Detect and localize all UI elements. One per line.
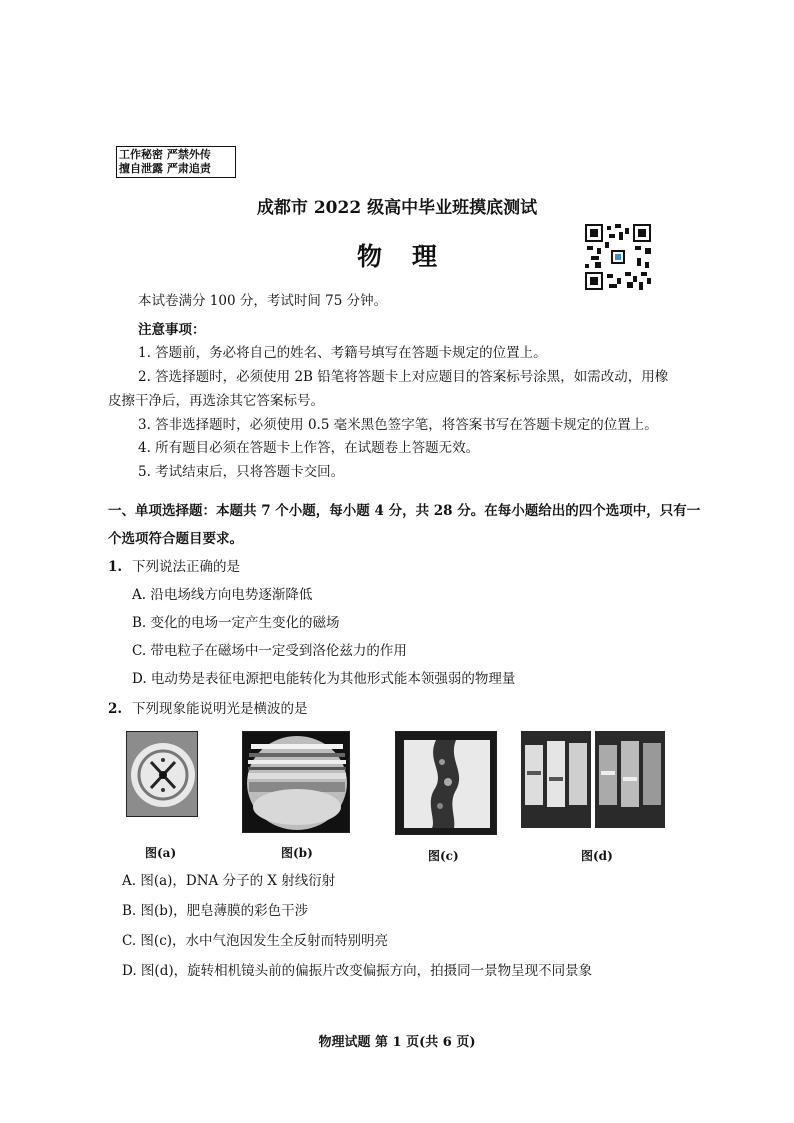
stamp-line-2: 擅自泄露 严肃追责	[119, 162, 211, 175]
option-c: C. 带电粒子在磁场中一定受到洛伦兹力的作用	[132, 643, 407, 659]
figure-a-caption: 图(a)	[145, 846, 177, 860]
note-item: 1. 答题前，务必将自己的姓名、考籍号填写在答题卡规定的位置上。	[138, 345, 547, 361]
option-d: D. 图(d)，旋转相机镜头前的偏振片改变偏振方向，拍摄同一景物呈现不同景象	[122, 963, 593, 979]
figure-d-image	[521, 731, 665, 828]
page-footer: 物理试题 第 1 页(共 6 页)	[318, 1035, 476, 1050]
question-number: 2.	[108, 701, 123, 717]
note-item: 3. 答非选择题时，必须使用 0.5 毫米黑色签字笔，将答案书写在答题卡规定的位置上。	[138, 417, 658, 433]
option-a: A. 沿电场线方向电势逐渐降低	[132, 587, 313, 603]
option-d: D. 电动势是表征电源把电能转化为其他形式能本领强弱的物理量	[132, 671, 516, 687]
qr-code-icon	[585, 224, 651, 290]
confidential-stamp	[116, 146, 236, 178]
option-b: B. 变化的电场一定产生变化的磁场	[132, 615, 340, 631]
note-item: 皮擦干净后，再选涂其它答案标号。	[108, 393, 324, 409]
subject-title: 物理	[356, 242, 467, 271]
figure-b-caption: 图(b)	[281, 846, 313, 860]
option-c: C. 图(c)，水中气泡因发生全反射而特别明亮	[122, 933, 389, 949]
question-number: 1.	[108, 559, 123, 575]
stamp-line-1: 工作秘密 严禁外传	[119, 148, 211, 161]
note-item: 2. 答选择题时，必须使用 2B 铅笔将答题卡上对应题目的答案标号涂黑，如需改动，用橡	[138, 369, 669, 385]
figure-c-image	[395, 731, 497, 835]
figure-d-caption: 图(d)	[581, 849, 613, 863]
section-heading: 一、单项选择题：本题共 7 个小题，每小题 4 分，共 28 分。在每小题给出的四个选项中，只有一	[108, 503, 701, 519]
section-heading-cont: 个选项符合题目要求。	[108, 531, 243, 547]
figure-c-caption: 图(c)	[428, 849, 459, 863]
note-item: 5. 考试结束后，只将答题卡交回。	[138, 464, 345, 480]
notes-heading: 注意事项：	[138, 322, 206, 338]
question-stem: 下列说法正确的是	[132, 559, 240, 575]
figure-a-image	[126, 731, 198, 817]
figure-b-image	[242, 731, 350, 833]
exam-intro: 本试卷满分 100 分，考试时间 75 分钟。	[138, 293, 388, 309]
option-b: B. 图(b)，肥皂薄膜的彩色干涉	[122, 903, 309, 919]
note-item: 4. 所有题目必须在答题卡上作答，在试题卷上答题无效。	[138, 440, 480, 456]
exam-title: 成都市 2022 级高中毕业班摸底测试	[256, 198, 538, 218]
question-stem: 下列现象能说明光是横波的是	[132, 701, 308, 717]
option-a: A. 图(a)，DNA 分子的 X 射线衍射	[122, 873, 336, 889]
